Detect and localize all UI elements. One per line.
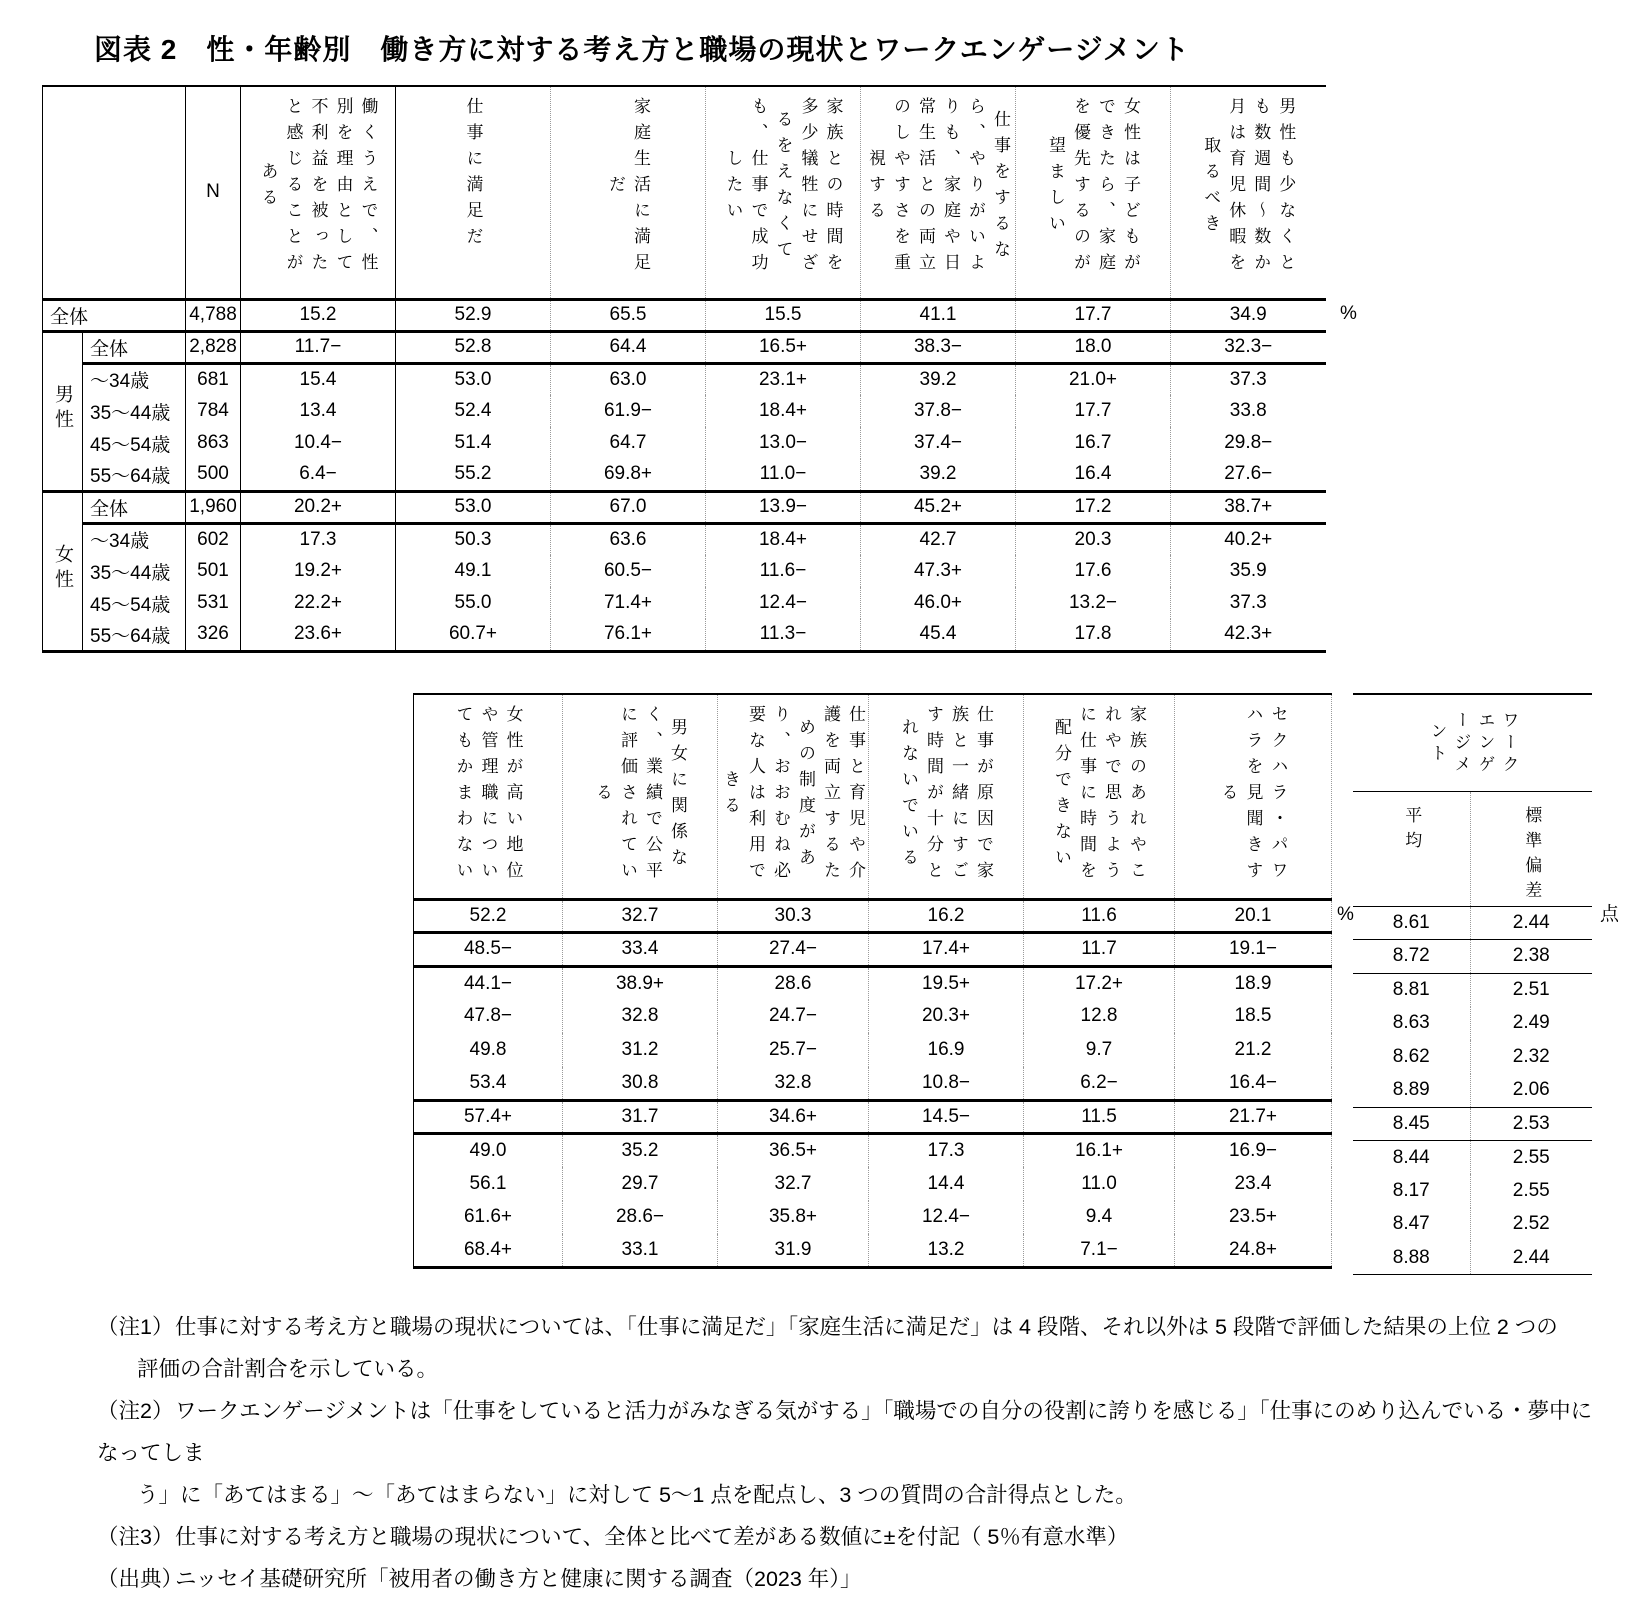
- table-cell: 21.2: [1175, 1033, 1332, 1067]
- table-cell: 12.8: [1024, 1000, 1175, 1034]
- table-cell: 57.4+: [414, 1100, 563, 1134]
- table-cell: 61.9−: [551, 395, 706, 427]
- table-cell: 12.4−: [869, 1201, 1024, 1235]
- table-cell: 18.9: [1175, 966, 1332, 1000]
- table-cell: 16.1+: [1024, 1134, 1175, 1168]
- table-cell: 60.5−: [551, 555, 706, 587]
- table-row: [43, 395, 1326, 427]
- table-cell: 49.1: [396, 555, 551, 587]
- table-cell: 17.6: [1016, 555, 1171, 587]
- table-cell: 11.6: [1024, 899, 1175, 933]
- table-cell: 14.5−: [869, 1100, 1024, 1134]
- table-row: [1353, 906, 1592, 940]
- table-cell: 30.8: [563, 1067, 718, 1101]
- table-cell: 32.7: [563, 899, 718, 933]
- table-cell: 13.9−: [706, 491, 861, 523]
- table-cell: 326: [186, 619, 241, 651]
- table2-header-row: [414, 694, 1332, 899]
- table-cell: 53.4: [414, 1067, 563, 1101]
- table-cell: 37.3: [1171, 363, 1326, 395]
- table-cell: 45.4: [861, 619, 1016, 651]
- table-cell: 11.6−: [706, 555, 861, 587]
- table-cell: 11.7: [1024, 933, 1175, 967]
- table-cell: 4,788: [186, 299, 241, 331]
- table-cell: 22.2+: [241, 587, 396, 619]
- table-cell: 8.17: [1392, 1179, 1430, 1201]
- table-cell: 17.2: [1016, 491, 1171, 523]
- table-cell: 20.3: [1016, 523, 1171, 555]
- engagement-title-row: [1353, 694, 1592, 791]
- table-cell: 14.4: [869, 1167, 1024, 1201]
- table-cell: 21.0+: [1016, 363, 1171, 395]
- note-label: （注1）: [97, 1315, 174, 1339]
- table-row: [1353, 973, 1592, 1007]
- table-cell: 34.9: [1171, 299, 1326, 331]
- table-cell: 32.8: [718, 1067, 869, 1101]
- table-cell: 11.0−: [706, 459, 861, 491]
- table-cell: 2.49: [1470, 1007, 1592, 1041]
- table-cell: 13.4: [241, 395, 396, 427]
- table-cell: 30.3: [718, 899, 869, 933]
- note-line: （出典）ニッセイ基礎研究所「被用者の働き方と健康に関する調査（2023 年）」: [97, 1558, 1607, 1600]
- table-cell: 12.4−: [706, 587, 861, 619]
- table-cell: 2.38: [1470, 940, 1592, 974]
- table-cell: 55.2: [396, 459, 551, 491]
- table-row: [414, 1234, 1332, 1268]
- table-cell: 2.51: [1470, 973, 1592, 1007]
- table-row: [43, 459, 1326, 491]
- table-cell: 8.88: [1353, 1241, 1470, 1275]
- col-header-harassment: セクハラ・パワハラを見聞きする: [1175, 694, 1332, 899]
- table-cell: 17.4+: [869, 933, 1024, 967]
- table-cell: 45～54歳: [83, 427, 186, 459]
- note-line: う」に「あてはまる」～「あてはまらない」に対して 5～1 点を配点し、3 つの質問の合計得点とした。: [137, 1483, 1137, 1507]
- table-cell: 13.0−: [706, 427, 861, 459]
- engagement-subheader-row: [1353, 791, 1592, 906]
- table-cell: 15.4: [241, 363, 396, 395]
- table-row: [1353, 1107, 1592, 1141]
- table-cell: 35.9: [1171, 555, 1326, 587]
- table1-unit: %: [1340, 303, 1357, 324]
- table-cell: 全体: [83, 491, 186, 523]
- table-cell: 52.4: [396, 395, 551, 427]
- table-cell: 69.8+: [551, 459, 706, 491]
- table-cell: 35～44歳: [83, 555, 186, 587]
- table-cell: 23.6+: [241, 619, 396, 651]
- table-cell: 16.2: [869, 899, 1024, 933]
- table-cell: 67.0: [551, 491, 706, 523]
- table-cell: 18.0: [1016, 331, 1171, 363]
- table-cell: 19.5+: [869, 966, 1024, 1000]
- table-row: [43, 555, 1326, 587]
- table-cell: 52.9: [396, 299, 551, 331]
- t1-body: [43, 299, 1326, 651]
- table-row: [43, 523, 1326, 555]
- table-cell: 20.1: [1175, 899, 1332, 933]
- table-cell: 49.8: [414, 1033, 563, 1067]
- table-cell: 24.7−: [718, 1000, 869, 1034]
- table-cell: 2.52: [1470, 1208, 1592, 1242]
- table-row: [43, 299, 1326, 331]
- table-row: [43, 491, 1326, 523]
- table-cell: 16.4: [1016, 459, 1171, 491]
- table-row: [1353, 1074, 1592, 1108]
- attitude-table: [42, 85, 1326, 653]
- table-cell: 35.8+: [718, 1201, 869, 1235]
- table-cell: 20.2+: [241, 491, 396, 523]
- table-cell: 17.8: [1016, 619, 1171, 651]
- eng-body: [1353, 906, 1592, 1275]
- table-cell: 501: [186, 555, 241, 587]
- table1-corner: [43, 86, 186, 299]
- table-row: [414, 1100, 1332, 1134]
- gender-label: 女性: [43, 491, 83, 651]
- table-row: [43, 363, 1326, 395]
- table-cell: 17.7: [1016, 395, 1171, 427]
- col-header-family-satisfaction: 家庭生活に満足だ: [551, 86, 706, 299]
- table-cell: 65.5: [551, 299, 706, 331]
- table1-n-header: N: [186, 86, 241, 299]
- table-cell: 60.7+: [396, 619, 551, 651]
- table-cell: 8.89: [1353, 1074, 1470, 1108]
- table-cell: 1,960: [186, 491, 241, 523]
- row-label-total: 全体: [43, 299, 186, 331]
- table-cell: 76.1+: [551, 619, 706, 651]
- table-cell: 48.5−: [414, 933, 563, 967]
- notes: [97, 1306, 1607, 1600]
- table-cell: 31.7: [563, 1100, 718, 1134]
- table-row: [43, 619, 1326, 651]
- table-cell: 33.1: [563, 1234, 718, 1268]
- table-row: [414, 1033, 1332, 1067]
- table-row: [414, 1067, 1332, 1101]
- table-cell: 19.1−: [1175, 933, 1332, 967]
- col-header-no-family-time: 仕事が原因で家族と一緒にすごす時間が十分とれないでいる: [869, 694, 1024, 899]
- table-cell: 64.7: [551, 427, 706, 459]
- table-cell: 49.0: [414, 1134, 563, 1168]
- table-cell: 2.44: [1470, 906, 1592, 940]
- table-cell: 8.47: [1392, 1213, 1430, 1235]
- table-cell: 8.44: [1392, 1146, 1430, 1168]
- table-cell: 28.6−: [563, 1201, 718, 1235]
- table-cell: 31.9: [718, 1234, 869, 1268]
- table-cell: 52.8: [396, 331, 551, 363]
- table-cell: 55.0: [396, 587, 551, 619]
- table-cell: 863: [186, 427, 241, 459]
- engagement-header: ワークエンゲージメント: [1353, 694, 1592, 791]
- table-cell: 35～44歳: [83, 395, 186, 427]
- table-cell: ～34歳: [83, 363, 186, 395]
- table-row: [43, 587, 1326, 619]
- table-cell: 16.7: [1016, 427, 1171, 459]
- table-cell: 32.8: [563, 1000, 718, 1034]
- table-cell: 9.4: [1024, 1201, 1175, 1235]
- table-cell: 33.4: [563, 933, 718, 967]
- table-cell: 17.3: [241, 523, 396, 555]
- table-cell: 6.4−: [241, 459, 396, 491]
- table-cell: 55～64歳: [83, 459, 186, 491]
- col-header-disadvantage: 働くうえで、性別を理由として不利益を被ったと感じることがある: [241, 86, 396, 299]
- table-cell: 18.5: [1175, 1000, 1332, 1034]
- table-cell: ～34歳: [83, 523, 186, 555]
- table-cell: 2.44: [1470, 1241, 1592, 1275]
- table-cell: 13.2: [869, 1234, 1024, 1268]
- workplace-table: [413, 693, 1332, 1269]
- table-cell: 7.1−: [1024, 1234, 1175, 1268]
- note-line: （注3）仕事に対する考え方と職場の現状について、全体と比べて差がある数値に±を付記（ 5％有意水準）: [97, 1516, 1607, 1558]
- table-cell: 16.9−: [1175, 1134, 1332, 1168]
- table-cell: 2,828: [186, 331, 241, 363]
- table-cell: 23.4: [1175, 1167, 1332, 1201]
- table2-unit: %: [1337, 904, 1354, 925]
- table-cell: 61.6+: [414, 1201, 563, 1235]
- table-cell: 8.63: [1392, 1012, 1430, 1034]
- table-cell: 32.3−: [1171, 331, 1326, 363]
- table-cell: 2.53: [1470, 1107, 1592, 1141]
- table-cell: 8.45: [1353, 1107, 1470, 1141]
- table-row: [1353, 1241, 1592, 1275]
- table-cell: 45.2+: [861, 491, 1016, 523]
- col-header-balance-priority: 仕事をするなら、やりがいよりも、家庭や日常生活との両立のしやすさを重視する: [861, 86, 1016, 299]
- table-cell: 37.3: [1171, 587, 1326, 619]
- table-row: [414, 1000, 1332, 1034]
- table-cell: 64.4: [551, 331, 706, 363]
- table-cell: 6.2−: [1024, 1067, 1175, 1101]
- col-header-job-satisfaction: 仕事に満足だ: [396, 86, 551, 299]
- table-cell: 2.55: [1470, 1174, 1592, 1208]
- table-cell: 28.6: [718, 966, 869, 1000]
- table-cell: 37.4−: [861, 427, 1016, 459]
- table-cell: 29.7: [563, 1167, 718, 1201]
- table-cell: 71.4+: [551, 587, 706, 619]
- col-header-sd: 標準偏差: [1470, 791, 1592, 906]
- table-cell: 13.2−: [1016, 587, 1171, 619]
- table-row: [414, 1167, 1332, 1201]
- table-cell: 55～64歳: [83, 619, 186, 651]
- table-cell: 602: [186, 523, 241, 555]
- table-cell: 27.6−: [1171, 459, 1326, 491]
- table-cell: 10.8−: [869, 1067, 1024, 1101]
- table-cell: 17.3: [869, 1134, 1024, 1168]
- table-cell: 16.9: [869, 1033, 1024, 1067]
- table-row: [414, 1134, 1332, 1168]
- table-cell: 531: [186, 587, 241, 619]
- table-cell: 17.2+: [1024, 966, 1175, 1000]
- table-row: [1353, 1141, 1592, 1175]
- table-cell: 45～54歳: [83, 587, 186, 619]
- table-cell: 784: [186, 395, 241, 427]
- table-cell: 23.1+: [706, 363, 861, 395]
- table-cell: 56.1: [414, 1167, 563, 1201]
- table-cell: 15.5: [706, 299, 861, 331]
- col-header-women-home: 女性は子どもができたら、家庭を優先するのが望ましい: [1016, 86, 1171, 299]
- table-cell: 11.3−: [706, 619, 861, 651]
- table-cell: 29.8−: [1171, 427, 1326, 459]
- table-cell: 8.72: [1353, 940, 1470, 974]
- table-cell: 25.7−: [718, 1033, 869, 1067]
- table-row: [43, 331, 1326, 363]
- table-cell: 2.32: [1470, 1040, 1592, 1074]
- col-header-women-position: 女性が高い地位や管理職についてもかまわない: [414, 694, 563, 899]
- table-row: [1353, 1007, 1592, 1041]
- table-cell: 46.0+: [861, 587, 1016, 619]
- table-cell: 52.2: [414, 899, 563, 933]
- table-cell: 34.6+: [718, 1100, 869, 1134]
- table-cell: 21.7+: [1175, 1100, 1332, 1134]
- table-cell: 10.4−: [241, 427, 396, 459]
- col-header-fair-evaluation: 男女に関係なく、業績で公平に評価されている: [563, 694, 718, 899]
- table-cell: 51.4: [396, 427, 551, 459]
- note-line: 評価の合計割合を示している。: [137, 1357, 439, 1381]
- table-cell: 11.0: [1024, 1167, 1175, 1201]
- table-cell: 39.2: [861, 363, 1016, 395]
- table-cell: 8.62: [1392, 1045, 1430, 1067]
- table-cell: 24.8+: [1175, 1234, 1332, 1268]
- table-cell: 63.0: [551, 363, 706, 395]
- table-cell: 33.8: [1171, 395, 1326, 427]
- table-cell: 41.1: [861, 299, 1016, 331]
- table-cell: 40.2+: [1171, 523, 1326, 555]
- table-cell: 53.0: [396, 363, 551, 395]
- table-cell: 32.7: [718, 1167, 869, 1201]
- table-cell: 11.5: [1024, 1100, 1175, 1134]
- table-cell: 38.7+: [1171, 491, 1326, 523]
- table-cell: 20.3+: [869, 1000, 1024, 1034]
- table-cell: 9.7: [1024, 1033, 1175, 1067]
- table-cell: 11.7−: [241, 331, 396, 363]
- engagement-unit: 点: [1600, 904, 1620, 925]
- table-cell: 38.3−: [861, 331, 1016, 363]
- table-cell: 16.5+: [706, 331, 861, 363]
- table-cell: 2.55: [1470, 1141, 1592, 1175]
- table1-header-row: [43, 86, 1326, 299]
- table-cell: 68.4+: [414, 1234, 563, 1268]
- table-row: [1353, 1040, 1592, 1074]
- table-cell: 42.7: [861, 523, 1016, 555]
- note-label: （注2）: [97, 1399, 174, 1423]
- table-cell: 39.2: [861, 459, 1016, 491]
- table-cell: 16.4−: [1175, 1067, 1332, 1101]
- figure-title: 図表 2 性・年齢別 働き方に対する考え方と職場の現状とワークエンゲージメント: [94, 34, 1190, 65]
- table-row: [414, 1201, 1332, 1235]
- col-header-support-system: 仕事と育児や介護を両立するための制度があり、おおむね必要な人は利用できる: [718, 694, 869, 899]
- table-cell: 23.5+: [1175, 1201, 1332, 1235]
- table-cell: 19.2+: [241, 555, 396, 587]
- table-cell: 38.9+: [563, 966, 718, 1000]
- table-cell: 8.61: [1353, 906, 1470, 940]
- table-cell: 47.8−: [414, 1000, 563, 1034]
- table-row: [1353, 1174, 1592, 1208]
- table-cell: 36.5+: [718, 1134, 869, 1168]
- t2-body: [414, 899, 1332, 1268]
- table-cell: 15.2: [241, 299, 396, 331]
- col-header-success-sacrifice: 家族との時間を多少犠牲にせざるをえなくても、仕事で成功したい: [706, 86, 861, 299]
- note-line: （注2）ワークエンゲージメントは「仕事をしていると活力がみなぎる気がする」「職場での自分の役割に誇りを感じる」「仕事にのめり込んでいる・夢中になってしま: [97, 1390, 1607, 1474]
- table-cell: 53.0: [396, 491, 551, 523]
- note-line: （注1）仕事に対する考え方と職場の現状については、「仕事に満足だ」「家庭生活に満足だ」は 4 段階、それ以外は 5 段階で評価した結果の上位 2 つの: [97, 1306, 1607, 1348]
- table-cell: 全体: [83, 331, 186, 363]
- table-cell: 37.8−: [861, 395, 1016, 427]
- table-row: [1353, 940, 1592, 974]
- table-cell: 44.1−: [414, 966, 563, 1000]
- col-header-men-childcare-leave: 男性も少なくとも数週間～数か月は育児休暇を取るべき: [1171, 86, 1326, 299]
- table-row: [414, 966, 1332, 1000]
- table-cell: 42.3+: [1171, 619, 1326, 651]
- note-label: （注3）: [97, 1525, 174, 1549]
- table-cell: 2.06: [1470, 1074, 1592, 1108]
- col-header-family-interference: 家族のあれやこれやで思うように仕事に時間を配分できない: [1024, 694, 1175, 899]
- table-cell: 63.6: [551, 523, 706, 555]
- table-cell: 27.4−: [718, 933, 869, 967]
- table-cell: 500: [186, 459, 241, 491]
- table-cell: 31.2: [563, 1033, 718, 1067]
- table-cell: 35.2: [563, 1134, 718, 1168]
- table-cell: 50.3: [396, 523, 551, 555]
- table-cell: 18.4+: [706, 523, 861, 555]
- table-row: [414, 899, 1332, 933]
- table-cell: 681: [186, 363, 241, 395]
- engagement-table: [1353, 693, 1592, 1275]
- table-row: [1353, 1208, 1592, 1242]
- table-cell: 17.7: [1016, 299, 1171, 331]
- table-cell: 18.4+: [706, 395, 861, 427]
- table-row: [414, 933, 1332, 967]
- col-header-mean: 平均: [1353, 791, 1470, 906]
- table-cell: 8.81: [1392, 979, 1430, 1000]
- table-cell: 47.3+: [861, 555, 1016, 587]
- gender-label: 男性: [43, 331, 83, 491]
- note-label: （出典）: [97, 1567, 184, 1591]
- table-row: [43, 427, 1326, 459]
